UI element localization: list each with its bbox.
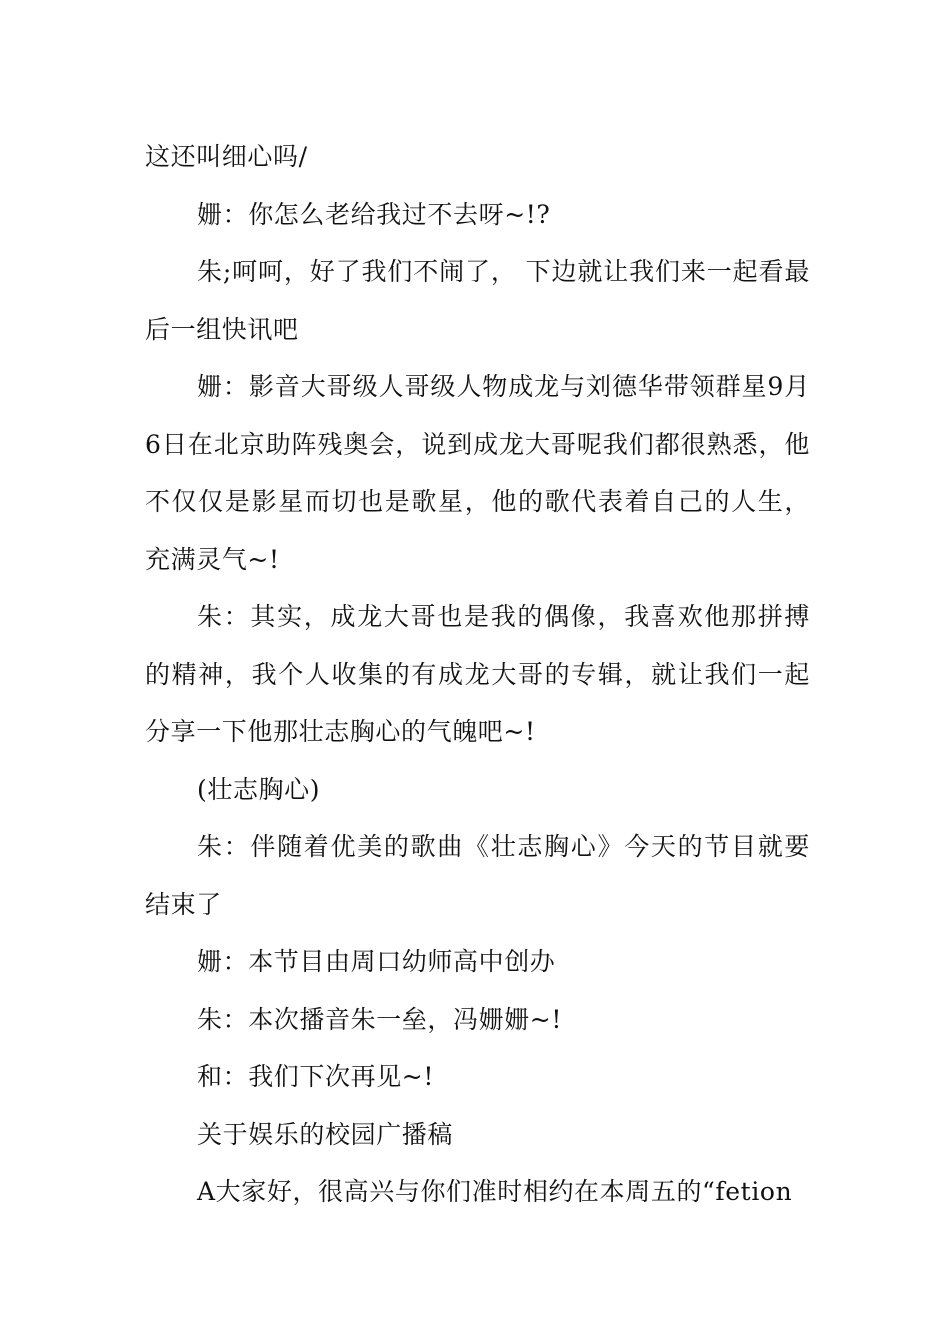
- paragraph: 朱;呵呵，好了我们不闹了， 下边就让我们来一起看最后一组快讯吧: [145, 257, 810, 344]
- paragraph: 朱：本次播音朱一垒，冯姗姗~!: [197, 1004, 562, 1034]
- paragraph: 朱：伴随着优美的歌曲《壮志胸心》今天的节目就要结束了: [145, 832, 810, 919]
- paragraph: 姗：影音大哥级人哥级人物成龙与刘德华带领群星9月6日在北京助阵残奥会，说到成龙大哥呢我们都很熟悉，他不仅仅是影星而切也是歌星，他的歌代表着自己的人生，充满灵气~!: [145, 372, 810, 574]
- paragraph: A大家好，很高兴与你们准时相约在本周五的“fetion: [197, 1177, 793, 1206]
- paragraph: 朱：其实，成龙大哥也是我的偶像，我喜欢他那拼搏的精神，我个人收集的有成龙大哥的专辑，就让我们一起分享一下他那壮志胸心的气魄吧~!: [145, 602, 810, 746]
- document-body: [145, 128, 810, 1221]
- paragraph: 姗：你怎么老给我过不去呀~!?: [197, 199, 551, 229]
- paragraph: 和：我们下次再见~!: [197, 1062, 434, 1091]
- paragraph: (壮志胸心): [197, 774, 321, 804]
- section-heading: 关于娱乐的校园广播稿: [197, 1119, 454, 1149]
- paragraph: 姗：本节目由周口幼师高中创办: [197, 947, 556, 976]
- paragraph: 这还叫细心吗/: [145, 142, 308, 171]
